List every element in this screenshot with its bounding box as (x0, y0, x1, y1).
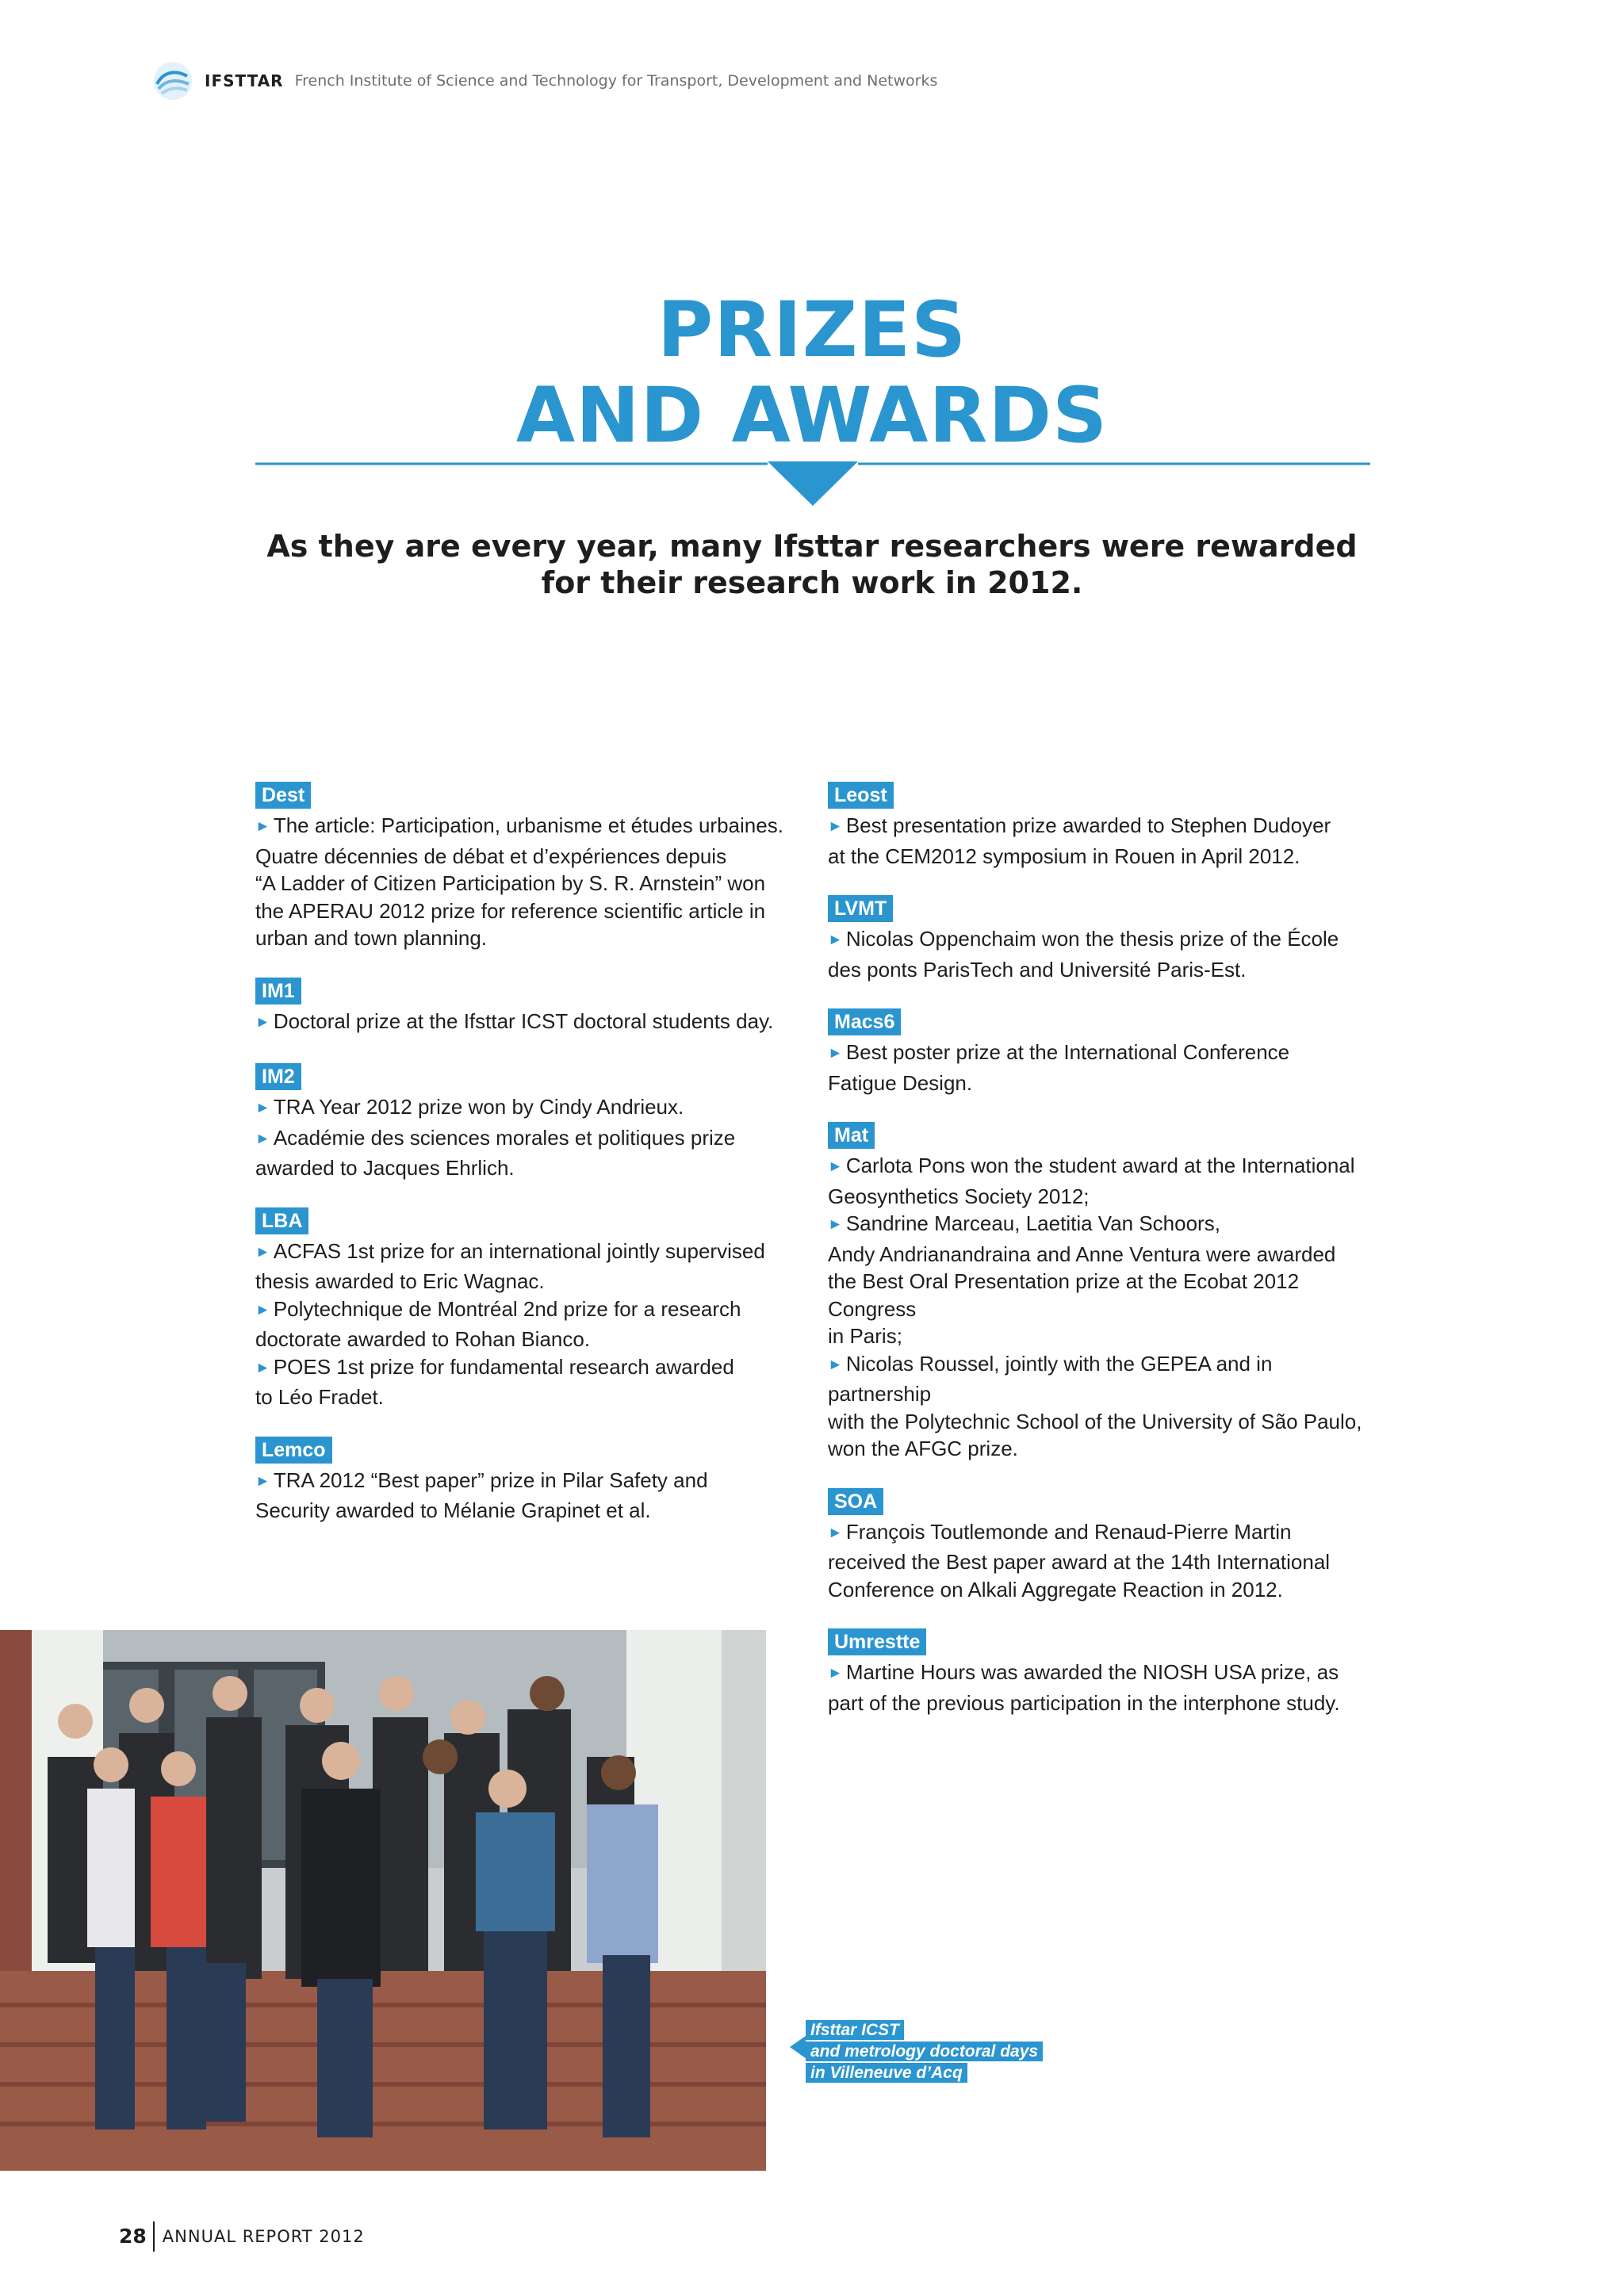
bullet-arrow-icon: ► (828, 1158, 843, 1175)
bullet-arrow-icon: ► (828, 1045, 843, 1062)
ifsttar-logo-icon (152, 60, 193, 101)
award-text (255, 1467, 810, 1525)
award-line: ► TRA Year 2012 prize won by Cindy Andrieux. (255, 1095, 684, 1119)
award-line: ► Best presentation prize awarded to Stephen Dudoyer (828, 813, 1331, 837)
lab-badge: SOA (828, 1488, 883, 1515)
bullet-arrow-icon: ► (828, 818, 843, 835)
lab-badge: Lemco (255, 1437, 332, 1464)
award-line: Geosynthetics Society 2012; (828, 1184, 1090, 1208)
award-section (828, 895, 1375, 983)
lab-badge: Macs6 (828, 1008, 901, 1035)
award-line: “A Ladder of Citizen Participation by S. R. Arnstein” won (255, 871, 766, 895)
bullet-arrow-icon: ► (255, 1013, 270, 1031)
title-line-2: AND AWARDS (515, 371, 1109, 460)
award-section (828, 782, 1375, 870)
caption-line: in Villeneuve d’Acq (806, 2063, 967, 2083)
page-title (0, 287, 1624, 458)
award-line: ► Doctoral prize at the Ifsttar ICST doctoral students day. (255, 1008, 774, 1033)
brand-tagline: French Institute of Science and Technology for Transport, Development and Networks (294, 72, 938, 90)
bullet-arrow-icon: ► (255, 1130, 270, 1147)
bullet-arrow-icon: ► (255, 1301, 270, 1318)
award-line: ► François Toutlemonde and Renaud-Pierre Martin (828, 1519, 1292, 1544)
award-section (255, 1207, 810, 1411)
award-line: ► POES 1st prize for fundamental research awarded (255, 1354, 734, 1379)
brand-name: IFSTTAR (205, 71, 284, 90)
bullet-arrow-icon: ► (828, 1356, 843, 1373)
right-column (828, 782, 1375, 1742)
subtitle-line-2: for their research work in 2012. (541, 565, 1083, 600)
award-line: Fatigue Design. (828, 1070, 973, 1095)
award-line: ► Nicolas Roussel, jointly with the GEPEA and in partnership (828, 1351, 1273, 1406)
award-text (828, 1659, 1375, 1716)
award-line: doctorate awarded to Rohan Bianco. (255, 1327, 591, 1351)
award-line: in Paris; (828, 1324, 902, 1348)
bullet-arrow-icon: ► (828, 1665, 843, 1682)
bullet-arrow-icon: ► (255, 1100, 270, 1116)
award-line: awarded to Jacques Ehrlich. (255, 1156, 515, 1180)
bullet-arrow-icon: ► (255, 1472, 270, 1490)
award-line: the APERAU 2012 prize for reference scientific article in (255, 898, 766, 923)
bullet-arrow-icon: ► (828, 1216, 843, 1233)
award-line: Conference on Alkali Aggregate Reaction in 2012. (828, 1577, 1283, 1601)
photo-caption (806, 2020, 1043, 2084)
lab-badge: Leost (828, 782, 894, 809)
award-line: des ponts ParisTech and Université Paris-Est. (828, 957, 1247, 982)
award-line: ► Polytechnique de Montréal 2nd prize for a research (255, 1296, 741, 1321)
award-line: thesis awarded to Eric Wagnac. (255, 1269, 545, 1293)
award-line: ► Sandrine Marceau, Laetitia Van Schoors, (828, 1211, 1220, 1235)
award-section (255, 782, 810, 952)
lab-badge: IM1 (255, 978, 301, 1004)
title-line-1: PRIZES (657, 285, 967, 374)
title-divider (255, 461, 1370, 509)
award-line: ► Académie des sciences morales et politiques prize (255, 1125, 736, 1150)
lab-badge: IM2 (255, 1063, 301, 1090)
award-line: ► Carlota Pons won the student award at the International (828, 1154, 1355, 1177)
bullet-arrow-icon: ► (828, 1524, 843, 1541)
page-number: 28 (119, 2221, 155, 2252)
bullet-arrow-icon: ► (255, 1243, 270, 1261)
award-section (255, 978, 810, 1039)
caption-line: Ifsttar ICST (806, 2020, 904, 2040)
award-text (828, 1039, 1375, 1096)
lab-badge: LVMT (828, 895, 893, 922)
award-line: urban and town planning. (255, 926, 488, 950)
award-text (828, 1152, 1375, 1463)
award-text (255, 1008, 810, 1039)
bullet-arrow-icon: ► (255, 818, 270, 835)
award-line: the Best Oral Presentation prize at the Ecobat 2012 Congress (828, 1269, 1300, 1321)
caption-line: and metrology doctoral days (806, 2042, 1043, 2061)
bullet-arrow-icon: ► (255, 1359, 270, 1376)
page-footer (119, 2221, 365, 2252)
award-line: ► Best poster prize at the International Conference (828, 1040, 1290, 1064)
award-section (255, 1063, 810, 1182)
award-section (255, 1437, 810, 1525)
bullet-arrow-icon: ► (828, 932, 843, 948)
award-line: ► TRA 2012 “Best paper” prize in Pilar Safety and (255, 1468, 708, 1492)
award-line: Quatre décennies de débat et d’expériences depuis (255, 844, 727, 868)
award-line: received the Best paper award at the 14th International (828, 1550, 1331, 1574)
award-line: at the CEM2012 symposium in Rouen in April 2012. (828, 844, 1300, 868)
lab-badge: Dest (255, 782, 311, 809)
award-line: ► Martine Hours was awarded the NIOSH USA prize, as (828, 1660, 1339, 1684)
page-header (152, 59, 937, 103)
award-section (828, 1628, 1375, 1716)
award-line: with the Polytechnic School of the University of São Paulo, (828, 1409, 1362, 1433)
lab-badge: Umrestte (828, 1628, 926, 1655)
caption-pointer (790, 2036, 806, 2058)
award-section (828, 1488, 1375, 1604)
award-line: part of the previous participation in the interphone study. (828, 1690, 1340, 1715)
award-line: ► Nicolas Oppenchaim won the thesis prize of the École (828, 927, 1339, 951)
award-line: to Léo Fradet. (255, 1385, 384, 1409)
award-text (255, 1238, 810, 1411)
award-line: ► The article: Participation, urbanisme et études urbaines. (255, 813, 783, 837)
group-photo (0, 1630, 766, 2171)
page-subtitle (238, 528, 1386, 601)
subtitle-line-1: As they are every year, many Ifsttar researchers were rewarded (266, 529, 1358, 564)
award-text (255, 1093, 810, 1182)
left-column (255, 782, 810, 1550)
award-text (255, 812, 810, 952)
report-title: ANNUAL REPORT 2012 (162, 2227, 365, 2246)
award-line: ► ACFAS 1st prize for an international jointly supervised (255, 1238, 765, 1263)
award-text (828, 812, 1375, 870)
lab-badge: Mat (828, 1122, 875, 1149)
award-line: won the AFGC prize. (828, 1437, 1018, 1460)
award-text (828, 925, 1375, 983)
award-line: Andy Andrianandraina and Anne Ventura were awarded (828, 1242, 1336, 1266)
award-section (828, 1122, 1375, 1463)
award-section (828, 1008, 1375, 1096)
award-line: Security awarded to Mélanie Grapinet et al. (255, 1498, 651, 1522)
lab-badge: LBA (255, 1207, 308, 1234)
award-text (828, 1518, 1375, 1604)
